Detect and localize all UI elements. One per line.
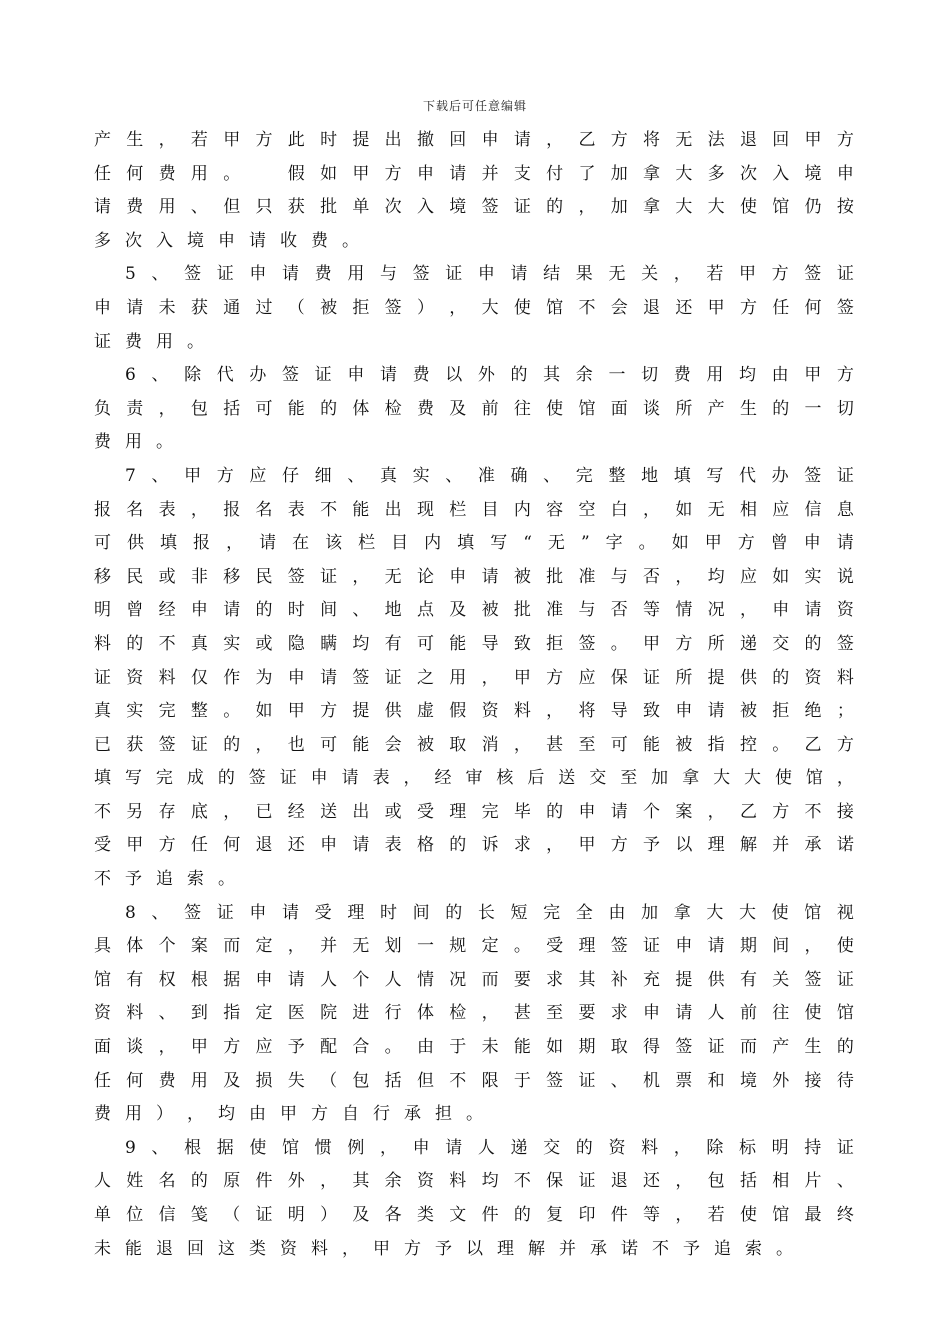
text-line: 已 获 签 证 的 ， 也 可 能 会 被 取 消 ， 甚 至 可 能 被 指 控 。 乙 方: [94, 734, 854, 755]
text-line: 馆 有 权 根 据 申 请 人 个 人 情 况 而 要 求 其 补 充 提 供 有 关 签 证: [94, 969, 854, 990]
text-line: 任 何 费 用 及 损 失 （ 包 括 但 不 限 于 签 证 、 机 票 和 境 外 接 待: [94, 1070, 854, 1091]
text-line: 资 料 、 到 指 定 医 院 进 行 体 检 ， 甚 至 要 求 申 请 人 前 往 使 馆: [94, 1003, 854, 1024]
text-line: 多 次 入 境 申 请 收 费 。: [94, 230, 373, 251]
document-body: [94, 124, 854, 1266]
text-line: 移 民 或 非 移 民 签 证 ， 无 论 申 请 被 批 准 与 否 ， 均 应 如 实 说: [94, 566, 854, 587]
text-line: 填 写 完 成 的 签 证 申 请 表 ， 经 审 核 后 送 交 至 加 拿 大 大 使 馆 ，: [94, 768, 854, 789]
text-line: 料 的 不 真 实 或 隐 瞒 均 有 可 能 导 致 拒 签 。 甲 方 所 递 交 的 签: [94, 633, 854, 654]
text-line: 不 另 存 底 ， 已 经 送 出 或 受 理 完 毕 的 申 请 个 案 ， 乙 方 不 接: [94, 801, 854, 822]
text-line: 6 、 除 代 办 签 证 申 请 费 以 外 的 其 余 一 切 费 用 均 由 甲 方: [125, 365, 854, 386]
text-line: 具 体 个 案 而 定 ， 并 无 划 一 规 定 。 受 理 签 证 申 请 期 间 ， 使: [94, 936, 854, 957]
text-line: 面 谈 ， 甲 方 应 予 配 合 。 由 于 未 能 如 期 取 得 签 证 而 产 生 的: [94, 1037, 854, 1058]
text-line: 负 责 ， 包 括 可 能 的 体 检 费 及 前 往 使 馆 面 谈 所 产 生 的 一 切: [94, 398, 854, 419]
text-line: 未 能 退 回 这 类 资 料 ， 甲 方 予 以 理 解 并 承 诺 不 予 追 索 。: [94, 1238, 807, 1259]
text-line: 费 用 。: [94, 432, 187, 453]
text-line: 任 何 费 用 。 假 如 甲 方 申 请 并 支 付 了 加 拿 大 多 次 入 境 申: [94, 163, 854, 184]
text-line: 8 、 签 证 申 请 受 理 时 间 的 长 短 完 全 由 加 拿 大 大 使 馆 视: [125, 902, 854, 923]
text-line: 产 生 ， 若 甲 方 此 时 提 出 撤 回 申 请 ， 乙 方 将 无 法 退 回 甲 方: [94, 130, 854, 150]
text-line: 可 供 填 报 ， 请 在 该 栏 目 内 填 写 “ 无 ” 字 。 如 甲 方 曾 申 请: [94, 533, 854, 554]
text-line: 证 资 料 仅 作 为 申 请 签 证 之 用 ， 甲 方 应 保 证 所 提 供 的 资 料: [94, 667, 854, 688]
text-line: 7 、 甲 方 应 仔 细 、 真 实 、 准 确 、 完 整 地 填 写 代 办 签 证: [125, 465, 854, 486]
text-line: 受 甲 方 任 何 退 还 申 请 表 格 的 诉 求 ， 甲 方 予 以 理 解 并 承 诺: [94, 835, 854, 856]
text-line: 费 用 ） ， 均 由 甲 方 自 行 承 担 。: [94, 1104, 497, 1125]
text-line: 单 位 信 笺 （ 证 明 ） 及 各 类 文 件 的 复 印 件 等 ， 若 使 馆 最 终: [94, 1205, 854, 1225]
text-line: 5 、 签 证 申 请 费 用 与 签 证 申 请 结 果 无 关 ， 若 甲 方 签 证: [125, 264, 854, 285]
text-line: 真 实 完 整 。 如 甲 方 提 供 虚 假 资 料 ， 将 导 致 申 请 被 拒 绝 ；: [94, 701, 854, 722]
text-line: 申 请 未 获 通 过 （ 被 拒 签 ） ， 大 使 馆 不 会 退 还 甲 方 任 何 签: [94, 297, 854, 318]
page-header: 下载后可任意编辑: [422, 99, 527, 113]
text-line: 请 费 用 、 但 只 获 批 单 次 入 境 签 证 的 ， 加 拿 大 大 使 馆 仍 按: [94, 197, 854, 218]
text-line: 明 曾 经 申 请 的 时 间 、 地 点 及 被 批 准 与 否 等 情 况 ， 申 请 资: [94, 600, 854, 621]
text-line: 证 费 用 。: [94, 331, 218, 352]
text-line: 人 姓 名 的 原 件 外 ， 其 余 资 料 均 不 保 证 退 还 ， 包 括 相 片 、: [94, 1171, 854, 1192]
text-line: 报 名 表 ， 报 名 表 不 能 出 现 栏 目 内 容 空 白 ， 如 无 相 应 信 息: [94, 499, 854, 520]
text-line: 不 予 追 索 。: [94, 869, 249, 890]
text-line: 9 、 根 据 使 馆 惯 例 ， 申 请 人 递 交 的 资 料 ， 除 标 明 持 证: [125, 1137, 854, 1158]
